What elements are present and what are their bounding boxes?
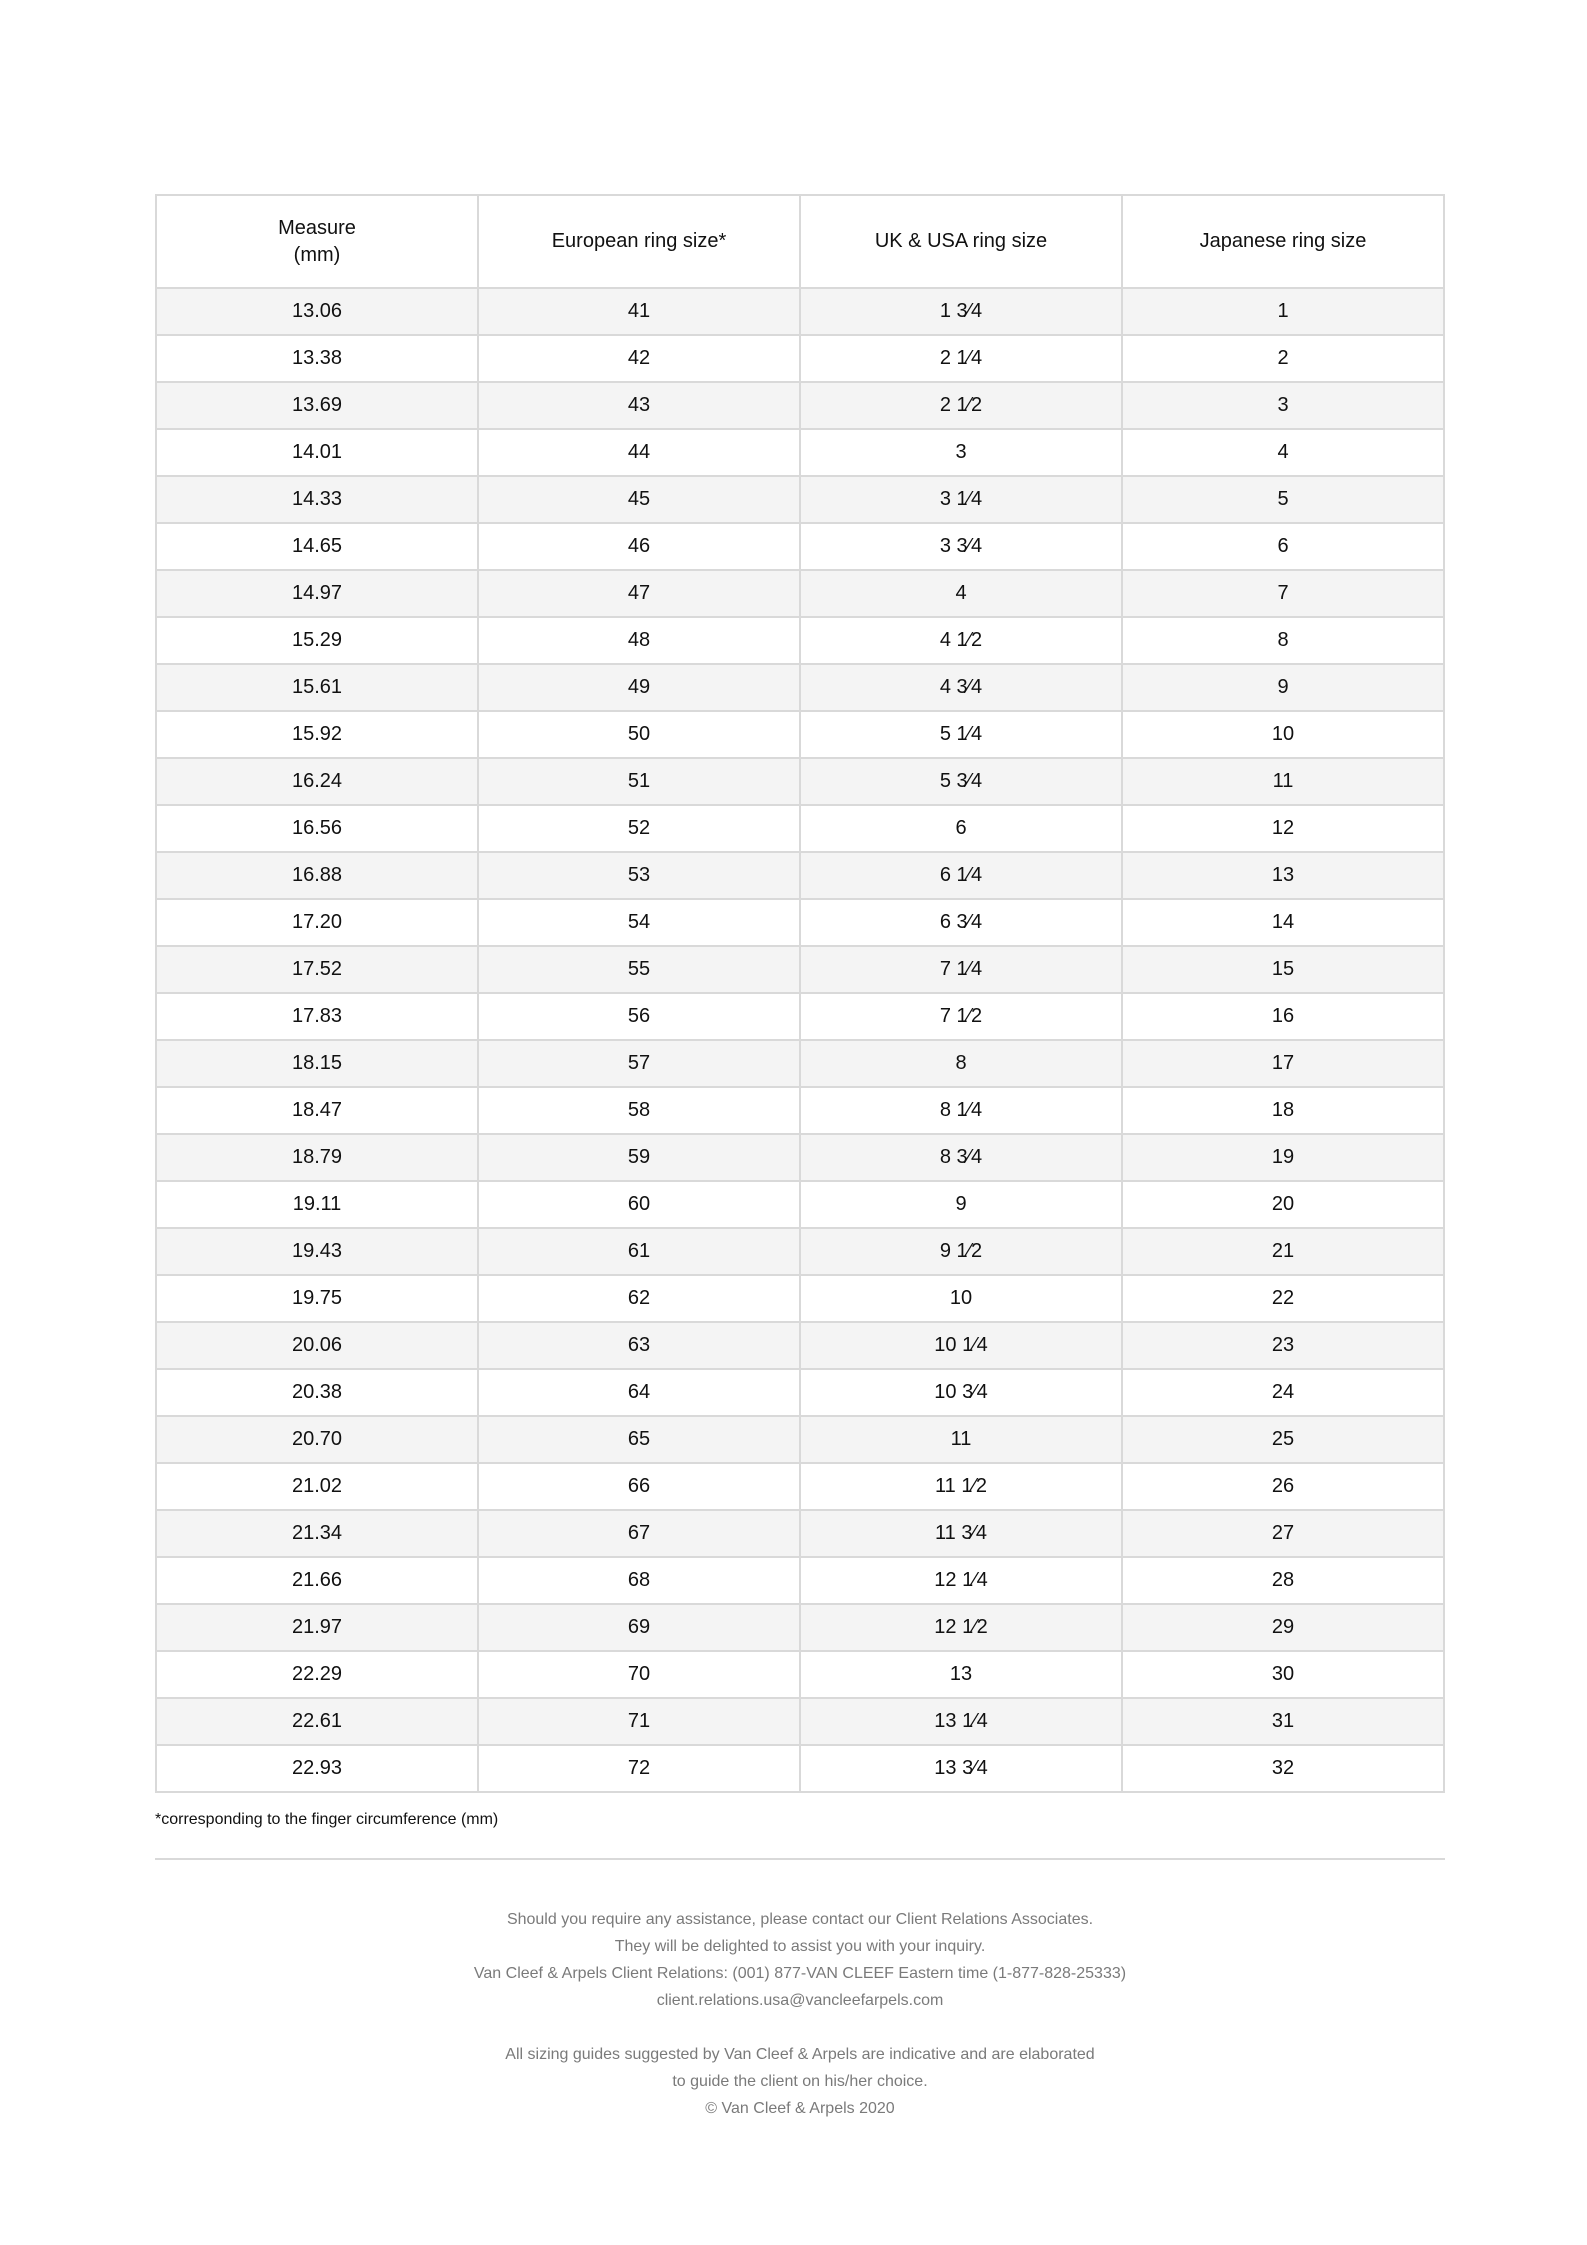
- table-row: [156, 711, 1444, 758]
- cell-uk-usa-size: 10: [800, 1275, 1122, 1322]
- cell-measure: 19.43: [156, 1228, 478, 1275]
- cell-japanese-size: 27: [1122, 1510, 1444, 1557]
- cell-japanese-size: 8: [1122, 617, 1444, 664]
- cell-japanese-size: 11: [1122, 758, 1444, 805]
- cell-european-size: 46: [478, 523, 800, 570]
- cell-measure: 19.75: [156, 1275, 478, 1322]
- cell-measure: 16.56: [156, 805, 478, 852]
- cell-measure: 18.15: [156, 1040, 478, 1087]
- contact-line: Should you require any assistance, please contact our Client Relations Associates.: [506, 1911, 1094, 1928]
- table-row: [156, 899, 1444, 946]
- table-row: [156, 1745, 1444, 1792]
- cell-japanese-size: 30: [1122, 1651, 1444, 1698]
- header-measure: [156, 195, 478, 288]
- table-row: [156, 1181, 1444, 1228]
- cell-european-size: 47: [478, 570, 800, 617]
- cell-uk-usa-size: 8 3⁄4: [800, 1134, 1122, 1181]
- cell-uk-usa-size: 1 3⁄4: [800, 288, 1122, 335]
- cell-japanese-size: 3: [1122, 382, 1444, 429]
- cell-measure: 15.29: [156, 617, 478, 664]
- cell-japanese-size: 1: [1122, 288, 1444, 335]
- table-row: [156, 617, 1444, 664]
- header-text: Measure: [278, 216, 356, 239]
- cell-measure: 21.97: [156, 1604, 478, 1651]
- table-row: [156, 1087, 1444, 1134]
- cell-measure: 14.33: [156, 476, 478, 523]
- cell-measure: 21.02: [156, 1463, 478, 1510]
- cell-measure: 22.93: [156, 1745, 478, 1792]
- cell-uk-usa-size: 5 1⁄4: [800, 711, 1122, 758]
- table-row: [156, 288, 1444, 335]
- cell-japanese-size: 22: [1122, 1275, 1444, 1322]
- cell-measure: 15.92: [156, 711, 478, 758]
- cell-european-size: 66: [478, 1463, 800, 1510]
- table-row: [156, 570, 1444, 617]
- cell-european-size: 60: [478, 1181, 800, 1228]
- cell-uk-usa-size: 9 1⁄2: [800, 1228, 1122, 1275]
- header-text: UK & USA ring size: [874, 230, 1048, 252]
- cell-european-size: 71: [478, 1698, 800, 1745]
- table-row: [156, 1557, 1444, 1604]
- table-row: [156, 1275, 1444, 1322]
- cell-european-size: 58: [478, 1087, 800, 1134]
- cell-european-size: 59: [478, 1134, 800, 1181]
- contact-info: [155, 1906, 1445, 2014]
- cell-european-size: 68: [478, 1557, 800, 1604]
- cell-measure: 13.38: [156, 335, 478, 382]
- table-row: [156, 1651, 1444, 1698]
- cell-uk-usa-size: 10 1⁄4: [800, 1322, 1122, 1369]
- cell-measure: 20.70: [156, 1416, 478, 1463]
- cell-european-size: 63: [478, 1322, 800, 1369]
- footnote: *corresponding to the finger circumference (mm): [155, 1811, 499, 1828]
- cell-japanese-size: 23: [1122, 1322, 1444, 1369]
- cell-measure: 18.79: [156, 1134, 478, 1181]
- cell-japanese-size: 17: [1122, 1040, 1444, 1087]
- disclaimer: [155, 2041, 1445, 2122]
- table-row: [156, 1040, 1444, 1087]
- table-header: [156, 195, 1444, 288]
- cell-uk-usa-size: 13: [800, 1651, 1122, 1698]
- table-row: [156, 429, 1444, 476]
- cell-uk-usa-size: 7 1⁄2: [800, 993, 1122, 1040]
- cell-measure: 21.66: [156, 1557, 478, 1604]
- table-row: [156, 1510, 1444, 1557]
- table-row: [156, 758, 1444, 805]
- cell-measure: 13.69: [156, 382, 478, 429]
- cell-measure: 14.01: [156, 429, 478, 476]
- table-row: [156, 664, 1444, 711]
- cell-uk-usa-size: 6 1⁄4: [800, 852, 1122, 899]
- cell-uk-usa-size: 7 1⁄4: [800, 946, 1122, 993]
- cell-uk-usa-size: 13 1⁄4: [800, 1698, 1122, 1745]
- table-row: [156, 1698, 1444, 1745]
- cell-uk-usa-size: 6: [800, 805, 1122, 852]
- cell-european-size: 55: [478, 946, 800, 993]
- cell-japanese-size: 7: [1122, 570, 1444, 617]
- cell-measure: 18.47: [156, 1087, 478, 1134]
- cell-uk-usa-size: 5 3⁄4: [800, 758, 1122, 805]
- cell-japanese-size: 9: [1122, 664, 1444, 711]
- cell-european-size: 44: [478, 429, 800, 476]
- cell-european-size: 64: [478, 1369, 800, 1416]
- table-row: [156, 1228, 1444, 1275]
- disclaimer-line: to guide the client on his/her choice.: [672, 2073, 928, 2090]
- table-row: [156, 1463, 1444, 1510]
- cell-european-size: 42: [478, 335, 800, 382]
- cell-measure: 17.52: [156, 946, 478, 993]
- cell-uk-usa-size: 2 1⁄4: [800, 335, 1122, 382]
- cell-japanese-size: 6: [1122, 523, 1444, 570]
- cell-measure: 16.24: [156, 758, 478, 805]
- table-row: [156, 1416, 1444, 1463]
- cell-uk-usa-size: 11 1⁄2: [800, 1463, 1122, 1510]
- cell-japanese-size: 21: [1122, 1228, 1444, 1275]
- contact-phone-line: Van Cleef & Arpels Client Relations: (001) 877-VAN CLEEF Eastern time (1-877-828-25333): [473, 1965, 1127, 1982]
- table-row: [156, 946, 1444, 993]
- cell-european-size: 51: [478, 758, 800, 805]
- table-row: [156, 382, 1444, 429]
- cell-japanese-size: 4: [1122, 429, 1444, 476]
- cell-japanese-size: 32: [1122, 1745, 1444, 1792]
- table-row: [156, 1604, 1444, 1651]
- cell-uk-usa-size: 9: [800, 1181, 1122, 1228]
- cell-uk-usa-size: 3: [800, 429, 1122, 476]
- table-row: [156, 805, 1444, 852]
- table-row: [156, 1134, 1444, 1181]
- cell-uk-usa-size: 8: [800, 1040, 1122, 1087]
- cell-measure: 17.83: [156, 993, 478, 1040]
- ring-size-guide: [155, 194, 1445, 2122]
- table-row: [156, 476, 1444, 523]
- cell-measure: 14.65: [156, 523, 478, 570]
- cell-japanese-size: 5: [1122, 476, 1444, 523]
- cell-japanese-size: 19: [1122, 1134, 1444, 1181]
- cell-measure: 20.06: [156, 1322, 478, 1369]
- table-row: [156, 523, 1444, 570]
- cell-japanese-size: 10: [1122, 711, 1444, 758]
- cell-uk-usa-size: 11: [800, 1416, 1122, 1463]
- cell-japanese-size: 25: [1122, 1416, 1444, 1463]
- cell-european-size: 54: [478, 899, 800, 946]
- divider: [155, 1858, 1445, 1860]
- cell-japanese-size: 2: [1122, 335, 1444, 382]
- cell-measure: 20.38: [156, 1369, 478, 1416]
- cell-measure: 19.11: [156, 1181, 478, 1228]
- cell-japanese-size: 26: [1122, 1463, 1444, 1510]
- table-row: [156, 1322, 1444, 1369]
- cell-measure: 17.20: [156, 899, 478, 946]
- cell-european-size: 53: [478, 852, 800, 899]
- cell-japanese-size: 28: [1122, 1557, 1444, 1604]
- cell-european-size: 49: [478, 664, 800, 711]
- cell-uk-usa-size: 3 3⁄4: [800, 523, 1122, 570]
- cell-measure: 13.06: [156, 288, 478, 335]
- cell-uk-usa-size: 10 3⁄4: [800, 1369, 1122, 1416]
- table-body: [156, 288, 1444, 1792]
- cell-uk-usa-size: 4 3⁄4: [800, 664, 1122, 711]
- cell-uk-usa-size: 6 3⁄4: [800, 899, 1122, 946]
- copyright: © Van Cleef & Arpels 2020: [705, 2100, 895, 2117]
- cell-european-size: 50: [478, 711, 800, 758]
- header-japanese-size: [1122, 195, 1444, 288]
- cell-european-size: 52: [478, 805, 800, 852]
- cell-european-size: 57: [478, 1040, 800, 1087]
- contact-line: They will be delighted to assist you with your inquiry.: [614, 1938, 986, 1955]
- cell-uk-usa-size: 12 1⁄2: [800, 1604, 1122, 1651]
- table-row: [156, 335, 1444, 382]
- cell-european-size: 72: [478, 1745, 800, 1792]
- cell-uk-usa-size: 2 1⁄2: [800, 382, 1122, 429]
- cell-european-size: 62: [478, 1275, 800, 1322]
- cell-european-size: 56: [478, 993, 800, 1040]
- contact-email: client.relations.usa@vancleefarpels.com: [656, 1992, 944, 2009]
- cell-european-size: 41: [478, 288, 800, 335]
- cell-european-size: 48: [478, 617, 800, 664]
- cell-japanese-size: 13: [1122, 852, 1444, 899]
- table-header-row: [156, 195, 1444, 288]
- cell-european-size: 69: [478, 1604, 800, 1651]
- header-uk-usa-size: [800, 195, 1122, 288]
- header-european-size: [478, 195, 800, 288]
- table-row: [156, 1369, 1444, 1416]
- cell-japanese-size: 20: [1122, 1181, 1444, 1228]
- table-row: [156, 852, 1444, 899]
- cell-european-size: 43: [478, 382, 800, 429]
- cell-japanese-size: 18: [1122, 1087, 1444, 1134]
- cell-japanese-size: 15: [1122, 946, 1444, 993]
- cell-european-size: 61: [478, 1228, 800, 1275]
- cell-european-size: 45: [478, 476, 800, 523]
- cell-japanese-size: 24: [1122, 1369, 1444, 1416]
- cell-uk-usa-size: 3 1⁄4: [800, 476, 1122, 523]
- cell-measure: 22.61: [156, 1698, 478, 1745]
- cell-measure: 14.97: [156, 570, 478, 617]
- header-text: (mm): [293, 243, 341, 266]
- cell-uk-usa-size: 11 3⁄4: [800, 1510, 1122, 1557]
- cell-uk-usa-size: 4: [800, 570, 1122, 617]
- cell-japanese-size: 16: [1122, 993, 1444, 1040]
- table-row: [156, 993, 1444, 1040]
- cell-japanese-size: 14: [1122, 899, 1444, 946]
- cell-uk-usa-size: 8 1⁄4: [800, 1087, 1122, 1134]
- cell-japanese-size: 29: [1122, 1604, 1444, 1651]
- cell-measure: 16.88: [156, 852, 478, 899]
- cell-japanese-size: 31: [1122, 1698, 1444, 1745]
- cell-uk-usa-size: 12 1⁄4: [800, 1557, 1122, 1604]
- cell-japanese-size: 12: [1122, 805, 1444, 852]
- cell-uk-usa-size: 13 3⁄4: [800, 1745, 1122, 1792]
- cell-measure: 22.29: [156, 1651, 478, 1698]
- cell-european-size: 65: [478, 1416, 800, 1463]
- cell-measure: 21.34: [156, 1510, 478, 1557]
- cell-european-size: 70: [478, 1651, 800, 1698]
- cell-uk-usa-size: 4 1⁄2: [800, 617, 1122, 664]
- cell-measure: 15.61: [156, 664, 478, 711]
- disclaimer-line: All sizing guides suggested by Van Cleef & Arpels are indicative and are elaborated: [505, 2046, 1095, 2063]
- header-text: European ring size*: [551, 230, 727, 252]
- cell-european-size: 67: [478, 1510, 800, 1557]
- ring-size-table: [155, 194, 1445, 1793]
- header-text: Japanese ring size: [1199, 230, 1367, 252]
